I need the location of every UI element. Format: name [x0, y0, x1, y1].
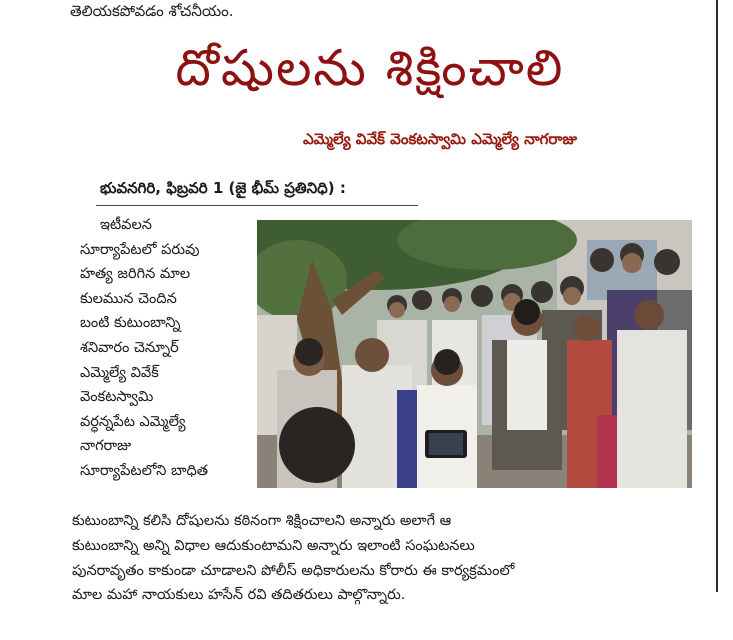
body-line: కుటుంబాన్ని అన్ని విధాల ఆదుకుంటామని అన్నారు ఇలాంటి సంఘటనలు — [72, 537, 475, 554]
body-line: కుటుంబాన్ని కలిసి దోషులను కఠినంగా శిక్షించాలని అన్నారు అలాగే ఆ — [72, 513, 452, 529]
dateline: భువనగిరి, ఫిబ్రవరి 1 (జై భీమ్ ప్రతినిధి) : — [100, 179, 346, 197]
body-line: నాగరాజు — [80, 438, 132, 455]
body-line: సూర్యాపేటలోని బాధిత — [80, 462, 209, 479]
body-narrow-column — [80, 213, 255, 484]
news-photo — [257, 220, 692, 488]
subheadline: ఎమ్మెల్యే వివేక్ వెంకటస్వామి ఎమ్మెల్యే నాగరాజు — [303, 130, 577, 148]
body-line: శనివారం చెన్నూర్ — [80, 339, 179, 356]
body-line: ఇటీవలన — [100, 217, 152, 233]
previous-article-tail: తెలియకపోవడం శోచనీయం. — [70, 2, 234, 20]
body-line: హత్య జరిగిన మాల — [80, 266, 191, 283]
body-line: వర్ధన్నపేట ఎమ్మెల్యే — [80, 413, 186, 430]
dateline-underline — [96, 205, 418, 206]
body-line: కులమున చెందిన — [80, 290, 177, 307]
body-wide-column — [72, 509, 712, 608]
headline: దోషులను శిక్షించాలి — [175, 39, 565, 97]
column-divider — [716, 0, 718, 592]
body-line: బంటి కుటుంబాన్ని — [80, 315, 181, 332]
body-line: పునరావృతం కాకుండా చూడాలని పోలీస్ అధికారులను కోరారు ఈ కార్యక్రమంలో — [72, 562, 515, 579]
crowd-photo-illustration — [257, 220, 692, 488]
body-line: ఎమ్మెల్యే వివేక్ — [80, 364, 159, 381]
body-line: వెంకటస్వామి — [80, 389, 154, 406]
body-line: మాల మహా నాయకులు హసేన్ రవి తదితరులు పాల్గొన్నారు. — [72, 587, 406, 604]
body-line: సూర్యాపేటలో పరువు — [80, 241, 200, 258]
